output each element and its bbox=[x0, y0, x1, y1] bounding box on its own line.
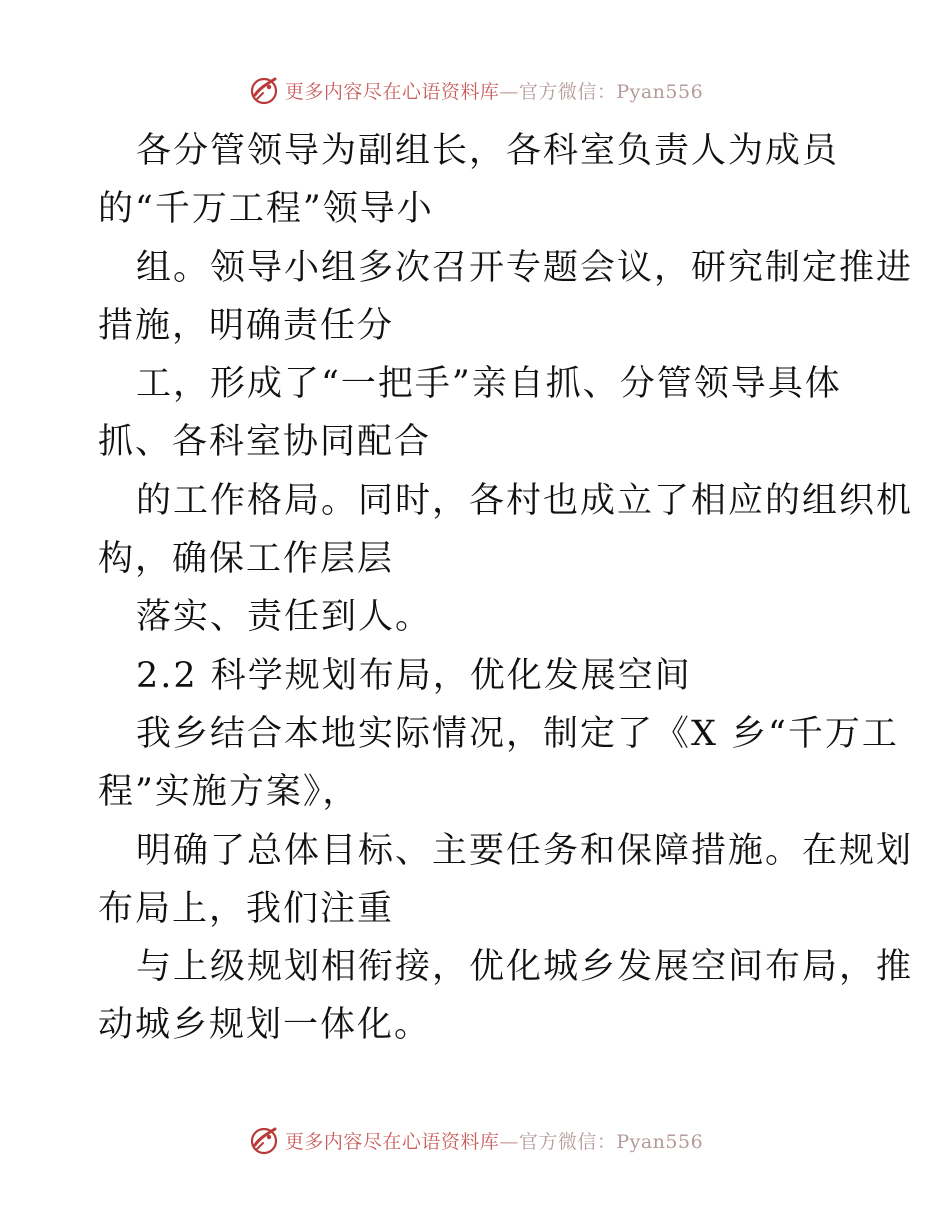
body-line: 各分管领导为副组长，各科室负责人为成员 bbox=[136, 131, 840, 171]
body-line: 明确了总体目标、主要任务和保障措施。在规划 bbox=[136, 830, 914, 871]
document-body bbox=[98, 122, 914, 1055]
watermark-main-text: 更多内容尽在心语资料库 bbox=[284, 80, 500, 103]
body-line: 我乡结合本地实际情况，制定了《X 乡“千万工 bbox=[136, 713, 899, 754]
section-heading: 2.2 科学规划布局，优化发展空间 bbox=[136, 655, 692, 696]
watermark-main-text: 更多内容尽在心语资料库 bbox=[284, 1130, 500, 1153]
body-line: 抓、各科室协同配合 bbox=[98, 422, 432, 463]
body-line: 布局上，我们注重 bbox=[98, 888, 395, 929]
watermark-dash: — bbox=[499, 1130, 519, 1153]
body-line: 程”实施方案》， bbox=[98, 772, 360, 813]
watermark-wechat-text: 官方微信：Pyan556 bbox=[518, 1130, 704, 1153]
body-line: 的工作格局。同时，各村也成立了相应的组织机 bbox=[136, 480, 914, 521]
body-line: 落实、责任到人。 bbox=[136, 597, 433, 638]
watermark-dash: — bbox=[499, 80, 519, 103]
header-watermark bbox=[0, 70, 950, 110]
body-line: 的“千万工程”领导小 bbox=[98, 189, 434, 230]
body-line: 与上级规划相衔接，优化城乡发展空间布局，推 bbox=[136, 947, 914, 988]
body-line: 动城乡规划一体化。 bbox=[98, 1005, 432, 1046]
pen-logo-icon bbox=[247, 73, 281, 107]
body-line: 工，形成了“一把手”亲自抓、分管领导具体 bbox=[136, 364, 842, 405]
watermark-wechat-text: 官方微信：Pyan556 bbox=[518, 80, 704, 103]
footer-watermark bbox=[0, 1120, 950, 1160]
body-line: 构，确保工作层层 bbox=[98, 539, 395, 580]
body-line: 措施，明确责任分 bbox=[98, 305, 395, 346]
pen-logo-icon bbox=[247, 1123, 281, 1157]
body-line: 组。领导小组多次召开专题会议，研究制定推进 bbox=[136, 247, 914, 288]
